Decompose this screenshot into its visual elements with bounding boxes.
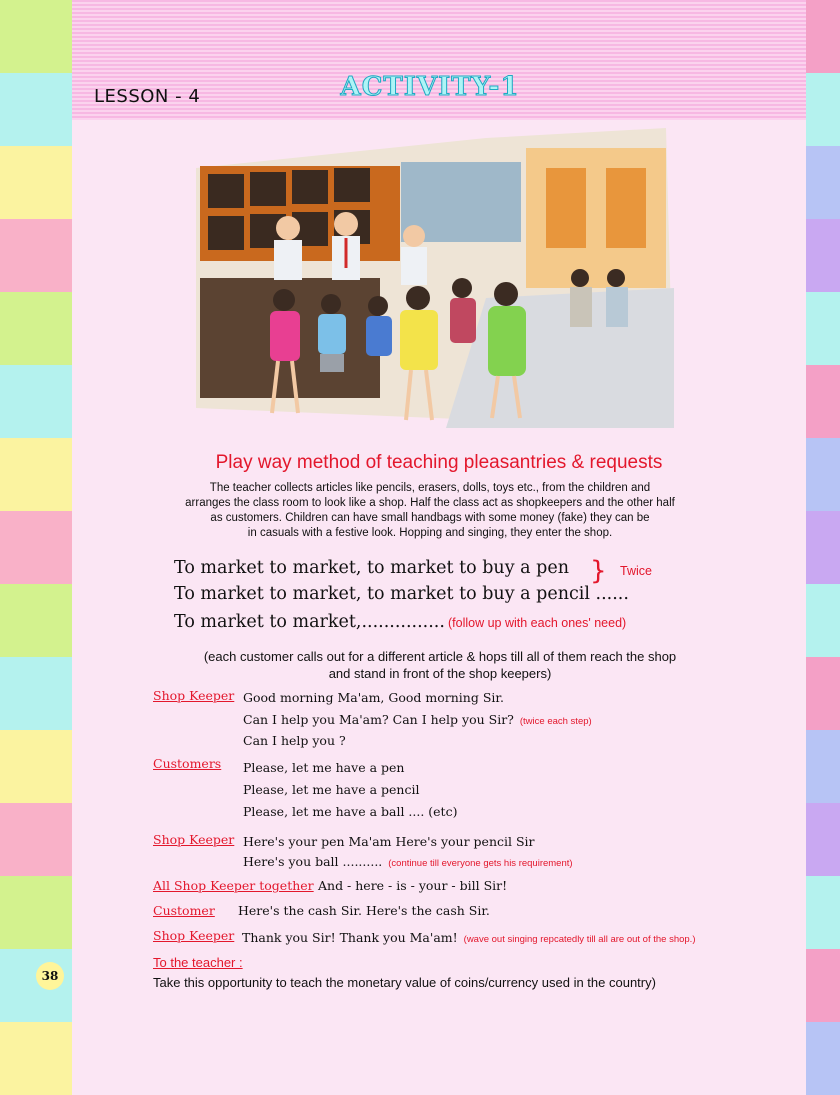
lesson-label: LESSON - 4: [94, 86, 201, 107]
twice-note: Twice: [620, 564, 652, 578]
instruction-line: and stand in front of the shop keepers): [328, 666, 552, 681]
page-number: 38: [36, 962, 64, 990]
dialogue-line: Here's the cash Sir. Here's the cash Sir.: [238, 903, 490, 918]
song-line-3-note: (follow up with each ones' need): [448, 616, 627, 630]
dialogue-line: Good morning Ma'am, Good morning Sir.: [243, 690, 504, 705]
dialogue-line: Thank you Sir! Thank you Ma'am! (wave out singing repcatedly till all are out of the shop.): [242, 930, 696, 945]
intro-line: The teacher collects articles like pencils, erasers, dolls, toys etc., from the children and: [209, 482, 651, 494]
teacher-text: Take this opportunity to teach the monetary value of coins/currency used in the country): [153, 975, 656, 990]
section-title: Play way method of teaching pleasantries & requests: [215, 452, 663, 473]
dialogue-line: And - here - is - your - bill Sir!: [318, 878, 508, 893]
intro-line: in casuals with a festive look. Hopping and singing, they enter the shop.: [247, 527, 613, 539]
market-scene-illustration: [186, 128, 674, 432]
right-color-stripe: [806, 0, 840, 1068]
dialogue-line: Please, let me have a ball .... (etc): [243, 804, 458, 819]
instruction-text: [140, 648, 740, 682]
instruction-line: (each customer calls out for a different article & hops till all of them reach the shop: [203, 649, 677, 664]
dialogue-line: Please, let me have a pencil: [243, 782, 420, 797]
song-line-3: To market to market,...............: [174, 612, 445, 632]
teacher-heading: To the teacher :: [153, 955, 243, 970]
speaker-shop-keeper: Shop Keeper: [153, 928, 235, 943]
brace-mark: }: [590, 556, 607, 586]
intro-line: as customers. Children can have small handbags with some money (fake) they can be: [210, 512, 650, 524]
speaker-shop-keeper: Shop Keeper: [153, 688, 235, 703]
dialogue-line: Here's your pen Ma'am Here's your pencil Sir: [243, 834, 535, 849]
speaker-all-shop-keeper: All Shop Keeper together: [153, 878, 314, 893]
intro-line: arranges the class room to look like a shop. Half the class act as shopkeepers and the other half: [185, 497, 675, 509]
dialogue-line: Can I help you ?: [243, 733, 346, 748]
intro-paragraph: [150, 481, 710, 541]
dialogue-note: (wave out singing repcatedly till all are out of the shop.): [463, 934, 696, 945]
left-color-stripe: [0, 0, 72, 1068]
dialogue-line: Please, let me have a pen: [243, 760, 405, 775]
song-line-2: To market to market, to market to buy a pencil ......: [174, 584, 629, 604]
speaker-shop-keeper: Shop Keeper: [153, 832, 235, 847]
dialogue-note: (twice each step): [519, 716, 592, 727]
dialogue-note: (continue till everyone gets his requirement): [388, 858, 573, 869]
activity-title: ACTIVITY-1: [340, 72, 520, 102]
song-line-1: To market to market, to market to buy a pen: [174, 558, 569, 578]
speaker-customer: Customer: [153, 903, 215, 918]
dialogue-line: Here's you ball .......... (continue till everyone gets his requirement): [243, 854, 573, 869]
speaker-customers: Customers: [153, 756, 222, 771]
dialogue-line: Can I help you Ma'am? Can I help you Sir? (twice each step): [243, 712, 592, 727]
